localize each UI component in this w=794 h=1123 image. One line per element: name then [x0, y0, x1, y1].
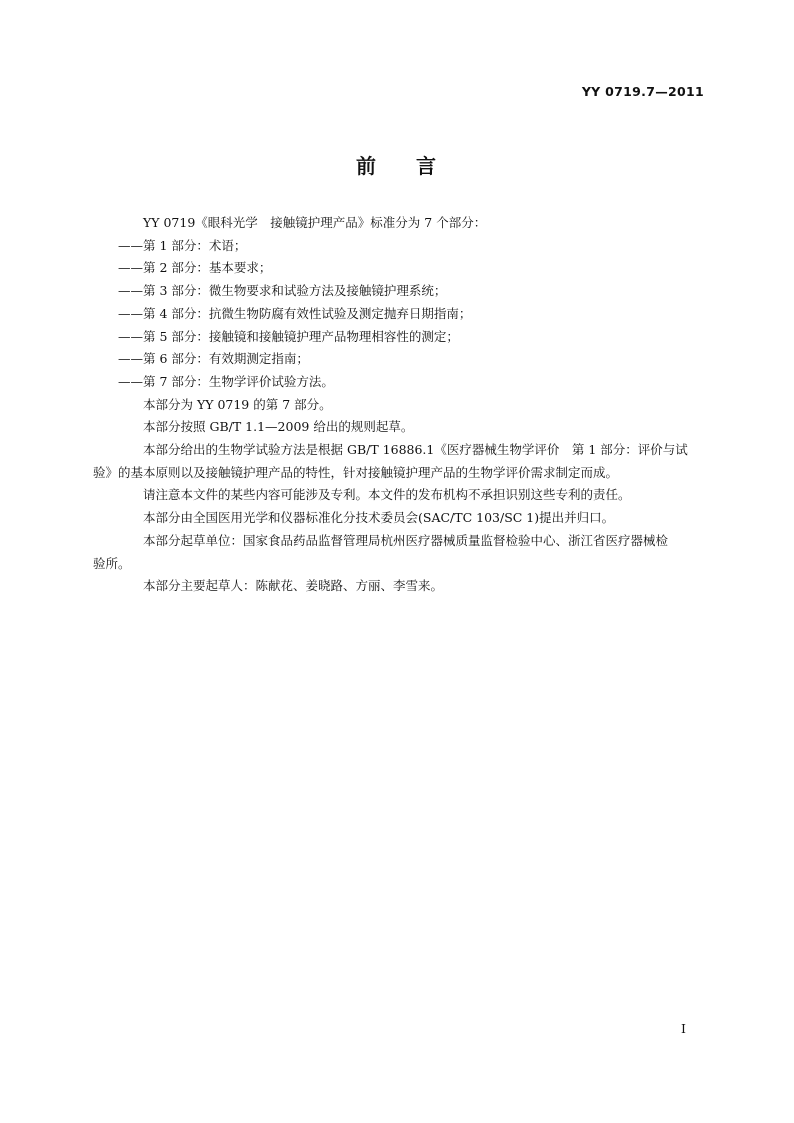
page-title [0, 150, 794, 179]
page-title-char-2: 言 [416, 154, 438, 178]
basis-paragraph-line-1: 本部分给出的生物学试验方法是根据 GB/T 16886.1《医疗器械生物学评价 第 1 部分：评价与试 [143, 442, 688, 458]
patent-notice-paragraph: 请注意本文件的某些内容可能涉及专利。本文件的发布机构不承担识别这些专利的责任。 [143, 487, 631, 503]
proposer-paragraph: 本部分由全国医用光学和仪器标准化分技术委员会(SAC/TC 103/SC 1)提出并归口。 [143, 510, 615, 526]
list-item: ——第 4 部分：抗微生物防腐有效性试验及测定抛弃日期指南； [118, 305, 472, 321]
drafting-units-line-2: 验所。 [93, 555, 131, 571]
intro-paragraph: YY 0719《眼科光学 接触镜护理产品》标准分为 7 个部分： [143, 215, 487, 230]
foreword-body [93, 212, 708, 598]
drafting-units-line-1: 本部分起草单位：国家食品药品监督管理局杭州医疗器械质量监督检验中心、浙江省医疗器械检 [143, 532, 669, 548]
page-title-char-1: 前 [356, 154, 378, 178]
drafting-rules-paragraph: 本部分按照 GB/T 1.1—2009 给出的规则起草。 [143, 419, 414, 435]
drafting-units-paragraph [93, 530, 708, 575]
page-number: I [681, 1021, 686, 1036]
list-item: ——第 1 部分：术语； [118, 237, 247, 253]
drafters-paragraph: 本部分主要起草人：陈献花、姜晓路、方丽、李雪来。 [143, 578, 444, 594]
list-item: ——第 7 部分：生物学评价试验方法。 [118, 373, 334, 389]
list-item: ——第 2 部分：基本要求； [118, 260, 272, 276]
list-item: ——第 6 部分：有效期测定指南； [118, 351, 309, 367]
list-item: ——第 5 部分：接触镜和接触镜护理产品物理相容性的测定； [118, 328, 459, 344]
part-number-paragraph: 本部分为 YY 0719 的第 7 部分。 [143, 396, 332, 412]
parts-list [118, 235, 708, 394]
basis-paragraph-line-2: 验》的基本原则以及接触镜护理产品的特性，针对接触镜护理产品的生物学评价需求制定而成。 [93, 464, 619, 480]
document-number: YY 0719.7—2011 [581, 84, 704, 99]
list-item: ——第 3 部分：微生物要求和试验方法及接触镜护理系统； [118, 283, 447, 299]
basis-paragraph [93, 439, 708, 484]
